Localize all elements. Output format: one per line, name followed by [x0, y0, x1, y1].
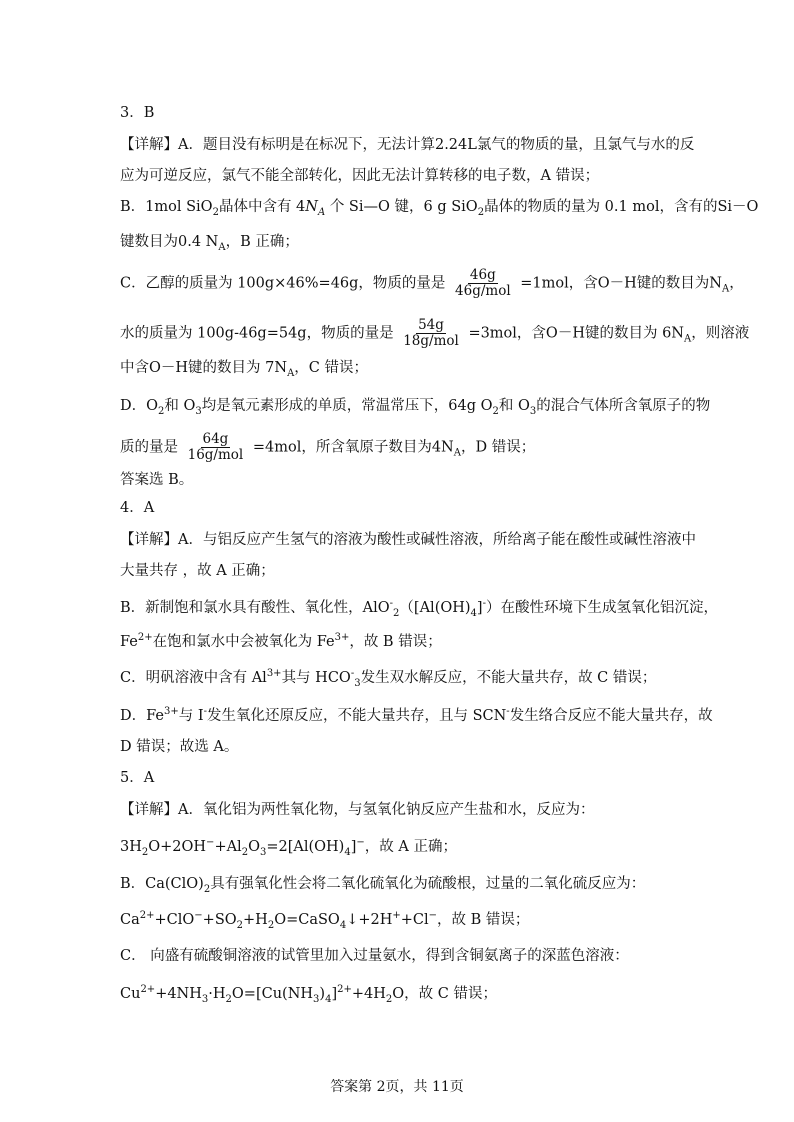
q3-option-c-line2: 水的质量为 100g-46g=54g，物质的量是 $\frac{54g}{\text{18g/mol}}$ =3mol，含O－H键的数目为 $6N_A$，则溶液 — [120, 317, 750, 349]
q3-answer: 3．B — [120, 105, 155, 121]
q3-option-c-line3: 中含O－H键的数目为 $7N_A$，C 错误； — [120, 360, 369, 379]
q5-equation-b: $Ca^{2+}+ClO^-+SO_2+H_2O=CaSO_4↓+2H^++Cl^-$，故 B 错误； — [120, 910, 530, 931]
fraction-46g: $\frac{46g}{\text{46g/mol}}$ — [455, 267, 511, 299]
q5-equation-a: $3H_2O+2OH^-+Al_2O_3=2[Al(OH)_4]^-$，故 A 正确； — [120, 837, 457, 858]
q4-option-d-line2: D 错误；故选 A。 — [120, 739, 239, 755]
q4-detail-line2: 大量共存 ，故 A 正确； — [120, 563, 275, 579]
page-footer: 答案第 2页，共 11页 — [330, 1079, 464, 1095]
q5-answer: 5．A — [120, 770, 155, 786]
q5-detail-line1: 【详解】A．氧化铝为两性氧化物，与氢氧化钠反应产生盐和水，反应为： — [120, 802, 595, 818]
q3-option-d-line1: D．$O_2$和 $O_3$均是氧元素形成的单质，常温常压下，64g $O_2$和 $O_3$的混合气体所含氧原子的物 — [120, 398, 711, 417]
q4-answer: 4．A — [120, 500, 155, 516]
fraction-54g: $\frac{54g}{\text{18g/mol}}$ — [403, 317, 459, 349]
q4-option-c: C．明矾溶液中含有 $Al^{3+}$其与 $HCO^-_3$发生双水解反应，不能大量共存，故 C 错误； — [120, 668, 657, 689]
fraction-64g: $\frac{64g}{\text{16g/mol}}$ — [187, 431, 244, 463]
q4-detail-line1: 【详解】A．与铝反应产生氢气的溶液为酸性或碱性溶液，所给离子能在酸性或碱性溶液中 — [120, 532, 696, 548]
q4-option-b-line1: B．新制饱和氯水具有酸性、氧化性，$AlO^-_2([Al(OH)_4]^-)$在酸性环境下生成氢氧化铝沉淀， — [120, 598, 718, 619]
q4-option-d-line1: D．$Fe^{3+}$与 I-发生氧化还原反应，不能大量共存，且与 SCN-发生络合反应不能大量共存，故 — [120, 706, 713, 724]
q3-option-d-line2: 质的量是 $\frac{64g}{\text{16g/mol}}$ =4mol，所含氧原子数目为$4N_A$，D 错误； — [120, 431, 536, 463]
q5-option-c: C． 向盛有硫酸铜溶液的试管里加入过量氨水，得到含铜氨离子的深蓝色溶液： — [120, 948, 629, 964]
q3-option-b-line2: 键数目为0.4 $N_A$，B 正确； — [120, 234, 299, 253]
q5-equation-c: $Cu^{2+}+4NH_3\cdot H_2O=[Cu(NH_3)_4]^{2+}+4H_2O$，故 C 错误； — [120, 984, 497, 1005]
q3-detail-line2: 应为可逆反应，氯气不能全部转化，因此无法计算转移的电子数，A 错误； — [120, 168, 600, 184]
q3-detail-line1: 【详解】A．题目没有标明是在标况下，无法计算2.24L氯气的物质的量，且氯气与水的反 — [120, 137, 695, 153]
q3-option-c-line1: C．乙醇的质量为 100g×46%=46g，物质的量是 $\frac{46g}{\text{46g/mol}}$ =1mol，含O－H键的数目为$N_A$， — [120, 267, 744, 299]
q4-option-b-line2: $Fe^{2+}$在饱和氯水中会被氧化为 $Fe^{3+}$，故 B 错误； — [120, 632, 442, 650]
q3-conclusion: 答案选 B。 — [120, 472, 194, 488]
q5-option-b: B．$Ca(ClO)_2$具有强氧化性会将二氧化硫氧化为硫酸根，过量的二氧化硫反应为： — [120, 876, 646, 895]
q3-option-b-line1: B．1mol SiO$_2$晶体中含有 $4N_A$ 个 Si—O 键，6 g SiO$_2$晶体的物质的量为 0.1 mol，含有的Si－O — [120, 199, 759, 218]
